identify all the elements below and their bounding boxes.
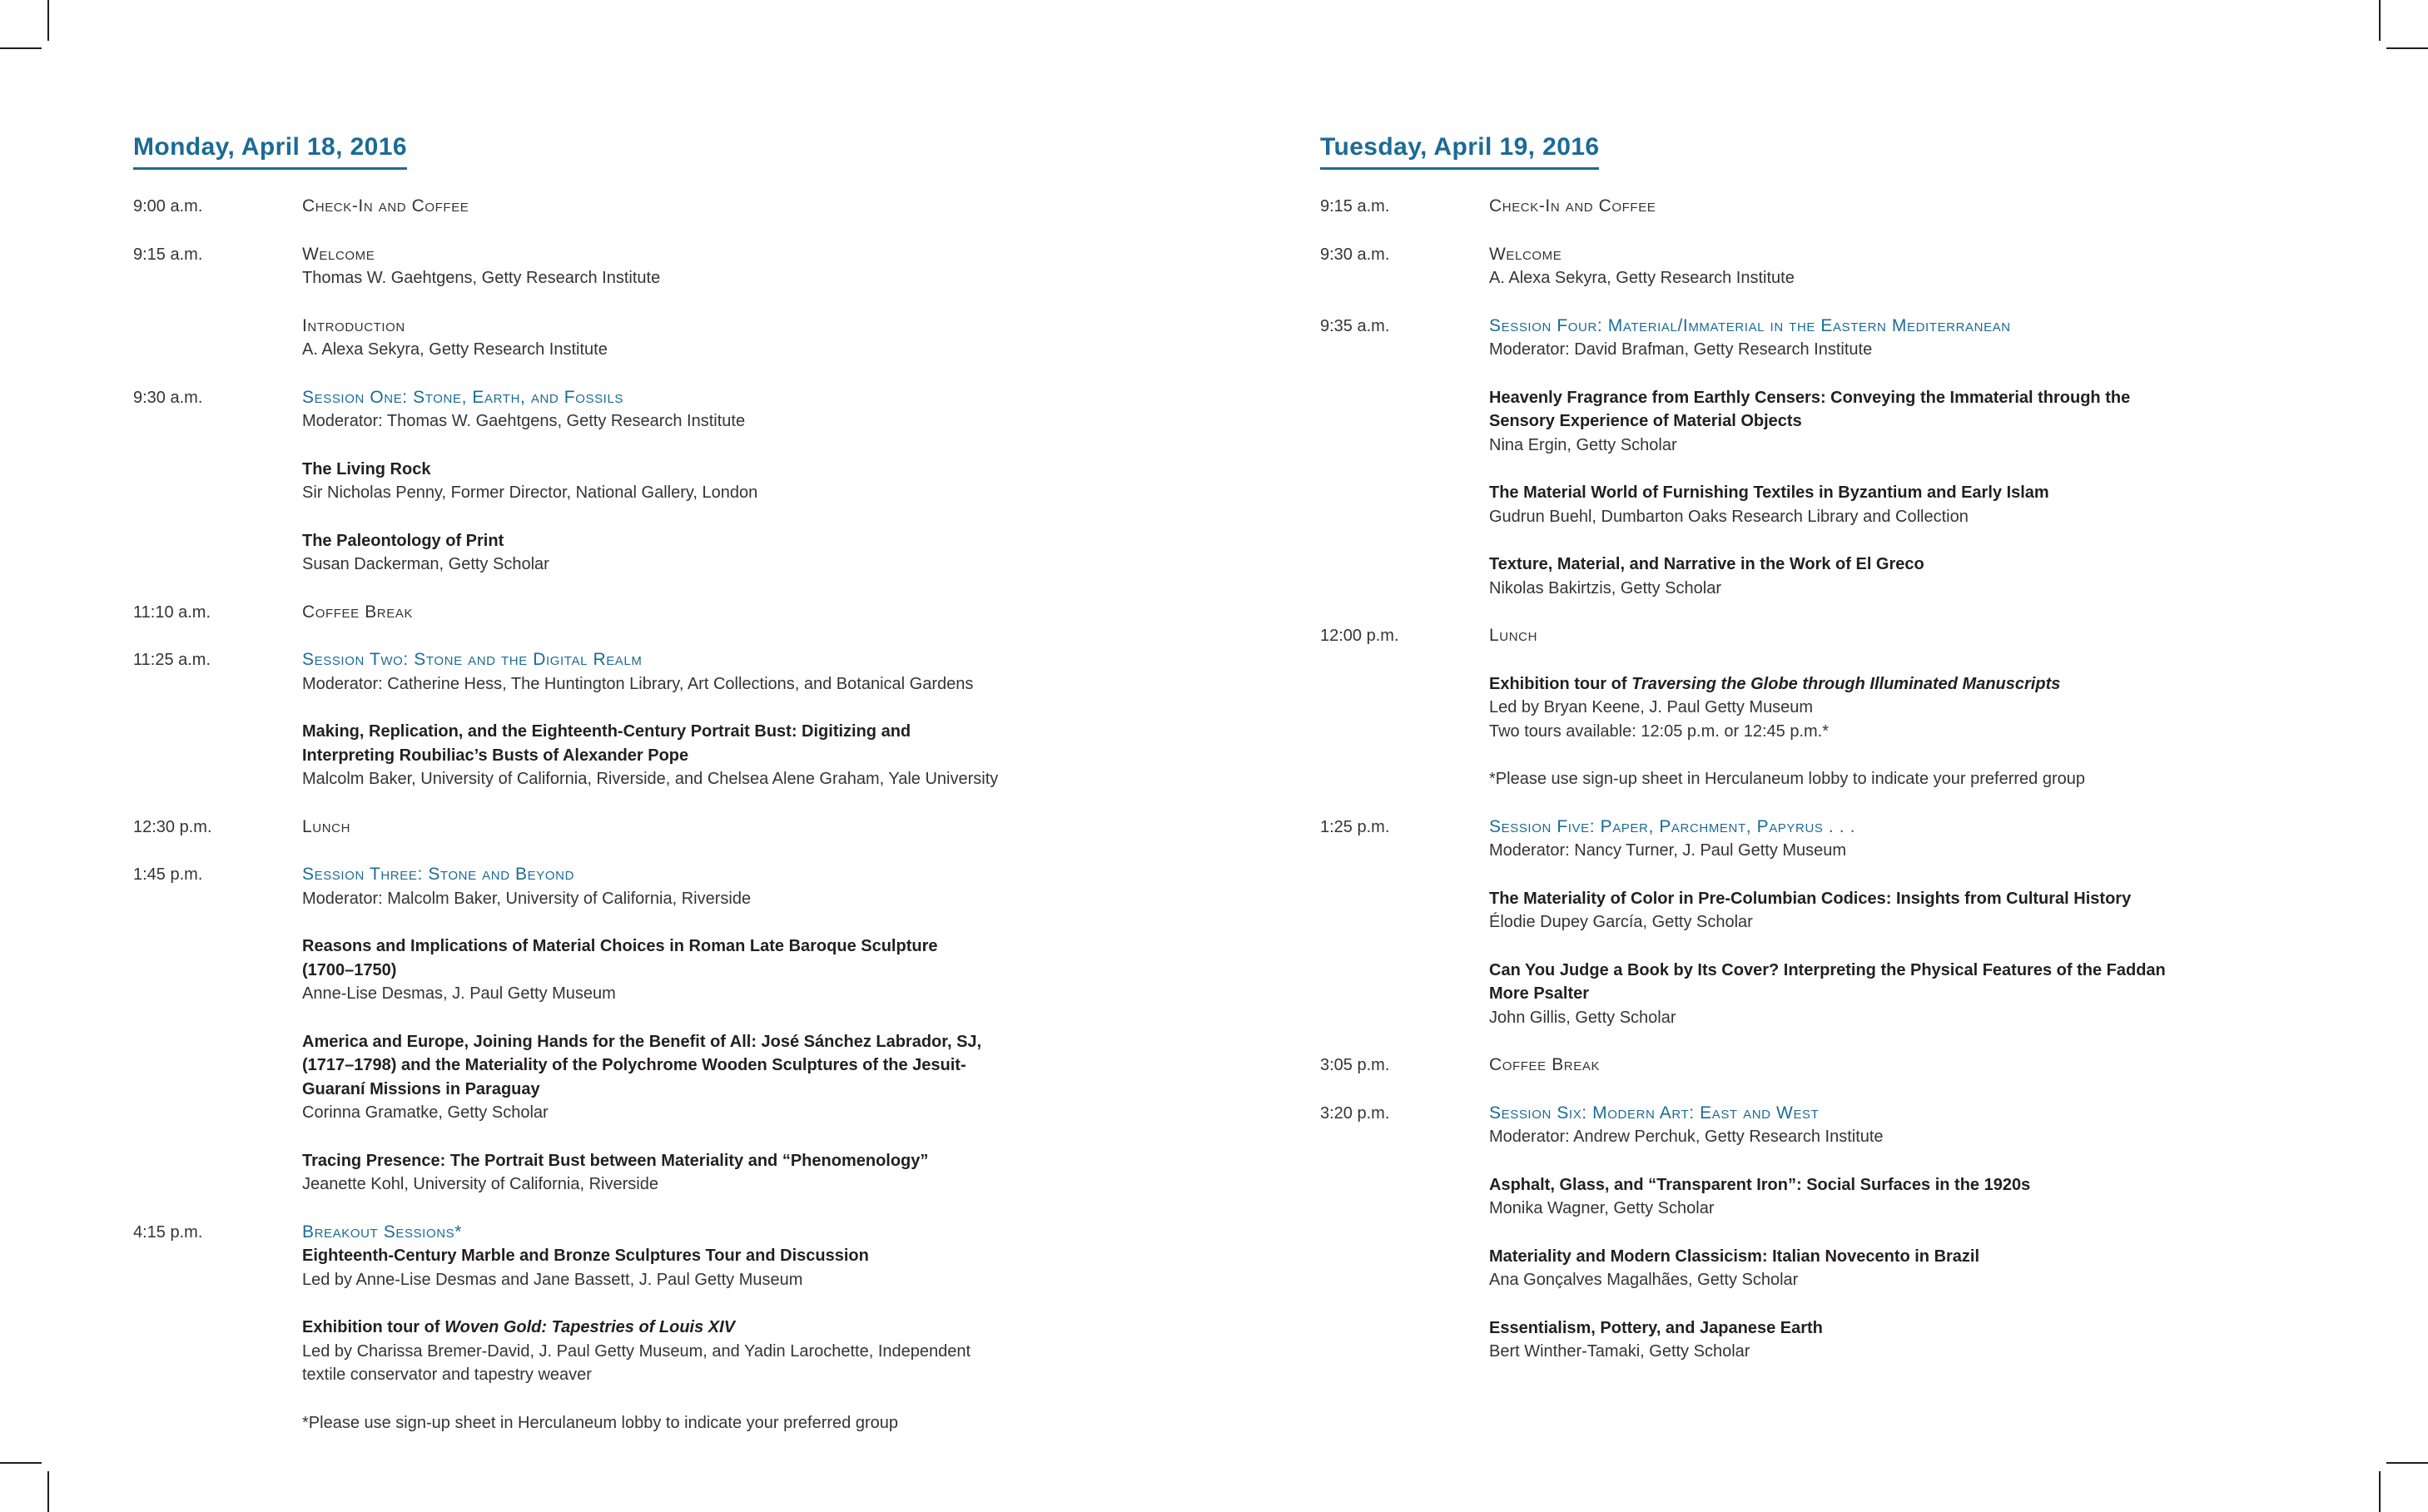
talk-title: Materiality and Modern Classicism: Italian Novecento in Brazil — [1489, 1247, 1980, 1266]
text-line — [302, 553, 1140, 577]
time-label: 1:45 p.m. — [133, 865, 203, 884]
text-line — [1489, 672, 2327, 697]
talk-title: Sensory Experience of Material Objects — [1489, 412, 1802, 430]
talk-title: More Psalter — [1489, 984, 1590, 1003]
detail-text: Jeanette Kohl, University of California, Riverside — [302, 1175, 658, 1193]
session-title: Session Two: Stone and the Digital Realm — [302, 650, 643, 669]
text-line — [1489, 266, 2327, 290]
text-line — [302, 959, 1140, 983]
detail-text: Moderator: Thomas W. Gaehtgens, Getty Research Institute — [302, 412, 746, 430]
page-tuesday — [1320, 130, 2327, 1388]
text-line — [1489, 1125, 2327, 1149]
text-line — [302, 601, 1140, 625]
entry-content — [302, 195, 1140, 219]
schedule-block — [1489, 672, 2327, 744]
detail-text: Monika Wagner, Getty Scholar — [1489, 1199, 1715, 1217]
schedule-block — [302, 195, 1140, 219]
schedule-entry — [133, 243, 1140, 362]
text-line — [302, 338, 1140, 362]
talk-title: Heavenly Fragrance from Earthly Censers: Conveying the Immaterial through the — [1489, 388, 2131, 407]
crop-mark-bottom-right-vertical — [2379, 1471, 2381, 1512]
text-line — [302, 1340, 1140, 1364]
schedule-block — [302, 243, 1140, 290]
detail-text: A. Alexa Sekyra, Getty Research Institute — [302, 340, 608, 359]
text-line — [1489, 338, 2327, 362]
entry-content — [302, 1221, 1140, 1435]
session-title: Session Four: Material/Immaterial in the Eastern Mediterranean — [1489, 315, 2011, 335]
text-line — [1489, 1316, 2327, 1341]
schedule-entry — [1320, 243, 2327, 290]
detail-text: Led by Bryan Keene, J. Paul Getty Museum — [1489, 698, 1814, 716]
schedule-block — [1489, 481, 2327, 528]
detail-text: Élodie Dupey García, Getty Scholar — [1489, 913, 1753, 931]
text-line — [1489, 910, 2327, 934]
detail-text: Nina Ergin, Getty Scholar — [1489, 435, 1677, 454]
detail-text: Moderator: Nancy Turner, J. Paul Getty Museum — [1489, 841, 1847, 860]
schedule-block — [302, 863, 1140, 910]
text-line — [302, 315, 1140, 339]
text-line — [302, 1101, 1140, 1125]
date-heading-tuesday — [1320, 130, 2327, 170]
talk-title: Texture, Material, and Narrative in the Work of El Greco — [1489, 555, 1924, 573]
text-line — [1489, 887, 2327, 911]
date-heading-monday-text: Monday, April 18, 2016 — [133, 130, 407, 170]
schedule-block — [302, 529, 1140, 577]
entry-content — [1489, 243, 2327, 290]
schedule-block — [302, 1221, 1140, 1292]
schedule-block — [302, 1030, 1140, 1125]
entry-content — [302, 648, 1140, 791]
text-line — [1489, 1340, 2327, 1364]
schedule-block — [302, 315, 1140, 362]
text-line — [1489, 815, 2327, 840]
text-line — [1489, 386, 2327, 410]
talk-title: (1700–1750) — [302, 960, 397, 979]
time-label: 11:10 a.m. — [133, 602, 211, 622]
schedule-block — [302, 815, 1140, 840]
schedule-block — [302, 601, 1140, 625]
schedule-block — [1489, 1053, 2327, 1078]
schedule-block — [1489, 815, 2327, 863]
detail-text: Nikolas Bakirtzis, Getty Scholar — [1489, 578, 1721, 597]
detail-text: Anne-Lise Desmas, J. Paul Getty Museum — [302, 984, 616, 1003]
detail-text: *Please use sign-up sheet in Herculaneum lobby to indicate your preferred group — [302, 1413, 898, 1432]
talk-title: The Material World of Furnishing Textiles in Byzantium and Early Islam — [1489, 483, 2049, 502]
entry-content — [302, 243, 1140, 362]
text-line — [302, 1316, 1140, 1340]
schedule-entry — [133, 1221, 1140, 1435]
text-line — [1489, 767, 2327, 791]
text-line — [302, 1244, 1140, 1268]
detail-text: John Gillis, Getty Scholar — [1489, 1008, 1676, 1027]
crop-mark-top-left-vertical — [47, 0, 49, 41]
text-line — [1489, 982, 2327, 1006]
detail-text: Moderator: Malcolm Baker, University of California, Riverside — [302, 889, 752, 908]
text-line — [302, 1363, 1140, 1387]
session-title: Breakout Sessions* — [302, 1222, 463, 1242]
detail-text: textile conservator and tapestry weaver — [302, 1366, 592, 1384]
text-line — [1489, 553, 2327, 577]
crop-mark-top-left-horizontal — [0, 47, 42, 49]
text-line — [302, 243, 1140, 267]
text-line — [302, 720, 1140, 744]
entry-content — [302, 386, 1140, 577]
text-line — [302, 1078, 1140, 1102]
text-line — [302, 386, 1140, 410]
schedule-block — [1489, 315, 2327, 362]
schedule-block — [1489, 1173, 2327, 1221]
schedule-entry — [133, 815, 1140, 840]
detail-text: Two tours available: 12:05 p.m. or 12:45 p.m.* — [1489, 721, 1829, 741]
text-line — [1489, 577, 2327, 601]
text-line — [302, 863, 1140, 887]
text-line — [1489, 243, 2327, 267]
schedule-tuesday — [1320, 195, 2327, 1364]
schedule-entry — [1320, 624, 2327, 791]
event-label: Check-In and Coffee — [1489, 196, 1656, 216]
detail-text: *Please use sign-up sheet in Herculaneum lobby to indicate your preferred group — [1489, 770, 2085, 788]
text-line — [302, 409, 1140, 434]
detail-text: Moderator: Andrew Perchuk, Getty Research Institute — [1489, 1128, 1884, 1146]
talk-title: Guaraní Missions in Paraguay — [302, 1079, 540, 1098]
text-line — [1489, 696, 2327, 720]
page-monday — [133, 130, 1140, 1459]
entry-content — [1489, 315, 2327, 601]
text-line — [302, 458, 1140, 482]
talk-title: The Materiality of Color in Pre-Columbian Codices: Insights from Cultural History — [1489, 889, 2132, 908]
detail-text: Moderator: Catherine Hess, The Huntington Library, Art Collections, and Botanical Gardens — [302, 674, 974, 693]
schedule-block — [1489, 959, 2327, 1030]
schedule-block — [302, 1316, 1140, 1387]
text-line — [1489, 720, 2327, 744]
work-title: Traversing the Globe through Illuminated Manuscripts — [1631, 674, 2061, 693]
time-label: 3:05 p.m. — [1320, 1056, 1390, 1074]
detail-text: Led by Anne-Lise Desmas and Jane Bassett, J. Paul Getty Museum — [302, 1270, 803, 1289]
detail-text: Thomas W. Gaehtgens, Getty Research Institute — [302, 269, 661, 287]
text-line — [1489, 624, 2327, 648]
text-line — [1489, 434, 2327, 458]
entry-content — [302, 815, 1140, 840]
entry-content — [1489, 195, 2327, 219]
schedule-block — [302, 720, 1140, 791]
date-heading-tuesday-text: Tuesday, April 19, 2016 — [1320, 130, 1599, 170]
talk-title: Exhibition tour of — [302, 1318, 445, 1336]
text-line — [1489, 481, 2327, 505]
event-label: Lunch — [302, 816, 351, 836]
text-line — [1489, 839, 2327, 863]
schedule-block — [1489, 767, 2327, 791]
talk-title: (1717–1798) and the Materiality of the Polychrome Wooden Sculptures of the Jesuit- — [302, 1056, 966, 1074]
text-line — [1489, 1245, 2327, 1269]
text-line — [302, 481, 1140, 505]
talk-title: Essentialism, Pottery, and Japanese Earth — [1489, 1318, 1823, 1337]
crop-mark-bottom-left-horizontal — [0, 1462, 42, 1464]
time-label: 12:00 p.m. — [1320, 627, 1399, 645]
schedule-entry — [1320, 815, 2327, 1030]
detail-text: Led by Charissa Bremer-David, J. Paul Getty Museum, and Yadin Larochette, Independent — [302, 1341, 971, 1361]
text-line — [302, 672, 1140, 697]
text-line — [302, 529, 1140, 553]
talk-title: Reasons and Implications of Material Choices in Roman Late Baroque Sculpture — [302, 937, 938, 955]
text-line — [1489, 1268, 2327, 1292]
schedule-block — [302, 1149, 1140, 1197]
entry-content — [1489, 815, 2327, 1030]
text-line — [1489, 1197, 2327, 1221]
time-label: 12:30 p.m. — [133, 817, 212, 836]
text-line — [302, 934, 1140, 959]
time-label: 9:15 a.m. — [1320, 197, 1390, 216]
schedule-entry — [1320, 1102, 2327, 1364]
detail-text: Gudrun Buehl, Dumbarton Oaks Research Library and Collection — [1489, 507, 1969, 526]
schedule-block — [1489, 553, 2327, 600]
session-title: Session Three: Stone and Beyond — [302, 865, 575, 884]
talk-title: Tracing Presence: The Portrait Bust between Materiality and “Phenomenology” — [302, 1151, 929, 1170]
schedule-block — [1489, 243, 2327, 290]
crop-mark-top-right-vertical — [2379, 0, 2381, 41]
text-line — [1489, 195, 2327, 219]
talk-title: Eighteenth-Century Marble and Bronze Sculptures Tour and Discussion — [302, 1247, 869, 1265]
time-label: 4:15 p.m. — [133, 1222, 203, 1242]
schedule-entry — [133, 863, 1140, 1197]
text-line — [302, 767, 1140, 791]
entry-content — [1489, 624, 2327, 791]
time-label: 11:25 a.m. — [133, 651, 211, 669]
text-line — [302, 815, 1140, 840]
schedule-block — [302, 648, 1140, 696]
schedule-entry — [1320, 315, 2327, 601]
text-line — [302, 1149, 1140, 1173]
text-line — [1489, 409, 2327, 434]
text-line — [302, 195, 1140, 219]
schedule-entry — [133, 195, 1140, 219]
schedule-block — [1489, 1102, 2327, 1149]
crop-mark-top-right-horizontal — [2386, 47, 2428, 49]
session-title: Session One: Stone, Earth, and Fossils — [302, 387, 623, 407]
text-line — [1489, 1006, 2327, 1030]
date-heading-monday — [133, 130, 1140, 170]
text-line — [302, 887, 1140, 911]
schedule-block — [302, 1411, 1140, 1435]
text-line — [302, 266, 1140, 290]
entry-content — [302, 601, 1140, 625]
time-label: 9:30 a.m. — [1320, 245, 1390, 264]
crop-mark-bottom-right-horizontal — [2386, 1462, 2428, 1464]
talk-title: Can You Judge a Book by Its Cover? Interpreting the Physical Features of the Faddan — [1489, 960, 2166, 979]
talk-title: The Paleontology of Print — [302, 531, 504, 550]
event-label: Coffee Break — [1489, 1055, 1601, 1074]
text-line — [302, 1172, 1140, 1197]
detail-text: Malcolm Baker, University of California, Riverside, and Chelsea Alene Graham, Yale University — [302, 770, 999, 788]
talk-title: Exhibition tour of — [1489, 674, 1632, 693]
detail-text: Moderator: David Brafman, Getty Research Institute — [1489, 340, 1873, 359]
time-label: 9:35 a.m. — [1320, 316, 1390, 335]
schedule-entry — [133, 601, 1140, 625]
text-line — [302, 744, 1140, 768]
schedule-entry — [1320, 195, 2327, 219]
text-line — [302, 1030, 1140, 1054]
schedule-entry — [133, 386, 1140, 577]
schedule-block — [302, 386, 1140, 434]
detail-text: Bert Winther-Tamaki, Getty Scholar — [1489, 1342, 1750, 1361]
event-label: Coffee Break — [302, 602, 414, 622]
talk-title: America and Europe, Joining Hands for the Benefit of All: José Sánchez Labrador, SJ, — [302, 1032, 982, 1051]
work-title: Woven Gold: Tapestries of Louis XIV — [444, 1318, 736, 1336]
time-label: 9:15 a.m. — [133, 245, 203, 264]
talk-title: Making, Replication, and the Eighteenth-Century Portrait Bust: Digitizing and — [302, 722, 911, 741]
session-title: Session Five: Paper, Parchment, Papyrus . . . — [1489, 816, 1856, 836]
time-label: 1:25 p.m. — [1320, 817, 1390, 836]
detail-text: Susan Dackerman, Getty Scholar — [302, 555, 549, 573]
text-line — [302, 1268, 1140, 1292]
text-line — [1489, 315, 2327, 339]
talk-title: The Living Rock — [302, 459, 431, 478]
text-line — [302, 1411, 1140, 1435]
event-label: Lunch — [1489, 626, 1538, 645]
schedule-entry — [133, 648, 1140, 791]
schedule-block — [302, 934, 1140, 1006]
text-line — [1489, 1053, 2327, 1078]
crop-mark-bottom-left-vertical — [47, 1471, 49, 1512]
schedule-block — [1489, 386, 2327, 458]
schedule-entry — [1320, 1053, 2327, 1078]
text-line — [302, 1221, 1140, 1245]
text-line — [1489, 1102, 2327, 1126]
text-line — [302, 1053, 1140, 1078]
time-label: 9:30 a.m. — [133, 388, 203, 407]
schedule-block — [1489, 1245, 2327, 1292]
event-label: Welcome — [302, 244, 375, 264]
text-line — [302, 648, 1140, 672]
session-title: Session Six: Modern Art: East and West — [1489, 1103, 1820, 1123]
text-line — [1489, 1173, 2327, 1197]
entry-content — [1489, 1053, 2327, 1078]
event-label: Welcome — [1489, 244, 1562, 264]
schedule-block — [1489, 195, 2327, 219]
talk-title: Interpreting Roubiliac’s Busts of Alexander Pope — [302, 746, 689, 765]
schedule-block — [1489, 624, 2327, 648]
text-line — [1489, 505, 2327, 529]
event-label: Introduction — [302, 315, 405, 335]
detail-text: A. Alexa Sekyra, Getty Research Institute — [1489, 269, 1795, 287]
talk-title: Asphalt, Glass, and “Transparent Iron”: Social Surfaces in the 1920s — [1489, 1175, 2031, 1194]
entry-content — [1489, 1102, 2327, 1364]
detail-text: Corinna Gramatke, Getty Scholar — [302, 1103, 549, 1122]
detail-text: Sir Nicholas Penny, Former Director, National Gallery, London — [302, 483, 758, 502]
text-line — [302, 982, 1140, 1006]
time-label: 3:20 p.m. — [1320, 1103, 1390, 1123]
schedule-block — [302, 458, 1140, 505]
event-label: Check-In and Coffee — [302, 196, 469, 216]
detail-text: Ana Gonçalves Magalhães, Getty Scholar — [1489, 1271, 1799, 1289]
schedule-block — [1489, 887, 2327, 934]
schedule-block — [1489, 1316, 2327, 1364]
time-label: 9:00 a.m. — [133, 197, 203, 216]
entry-content — [302, 863, 1140, 1197]
text-line — [1489, 959, 2327, 983]
schedule-monday — [133, 195, 1140, 1435]
